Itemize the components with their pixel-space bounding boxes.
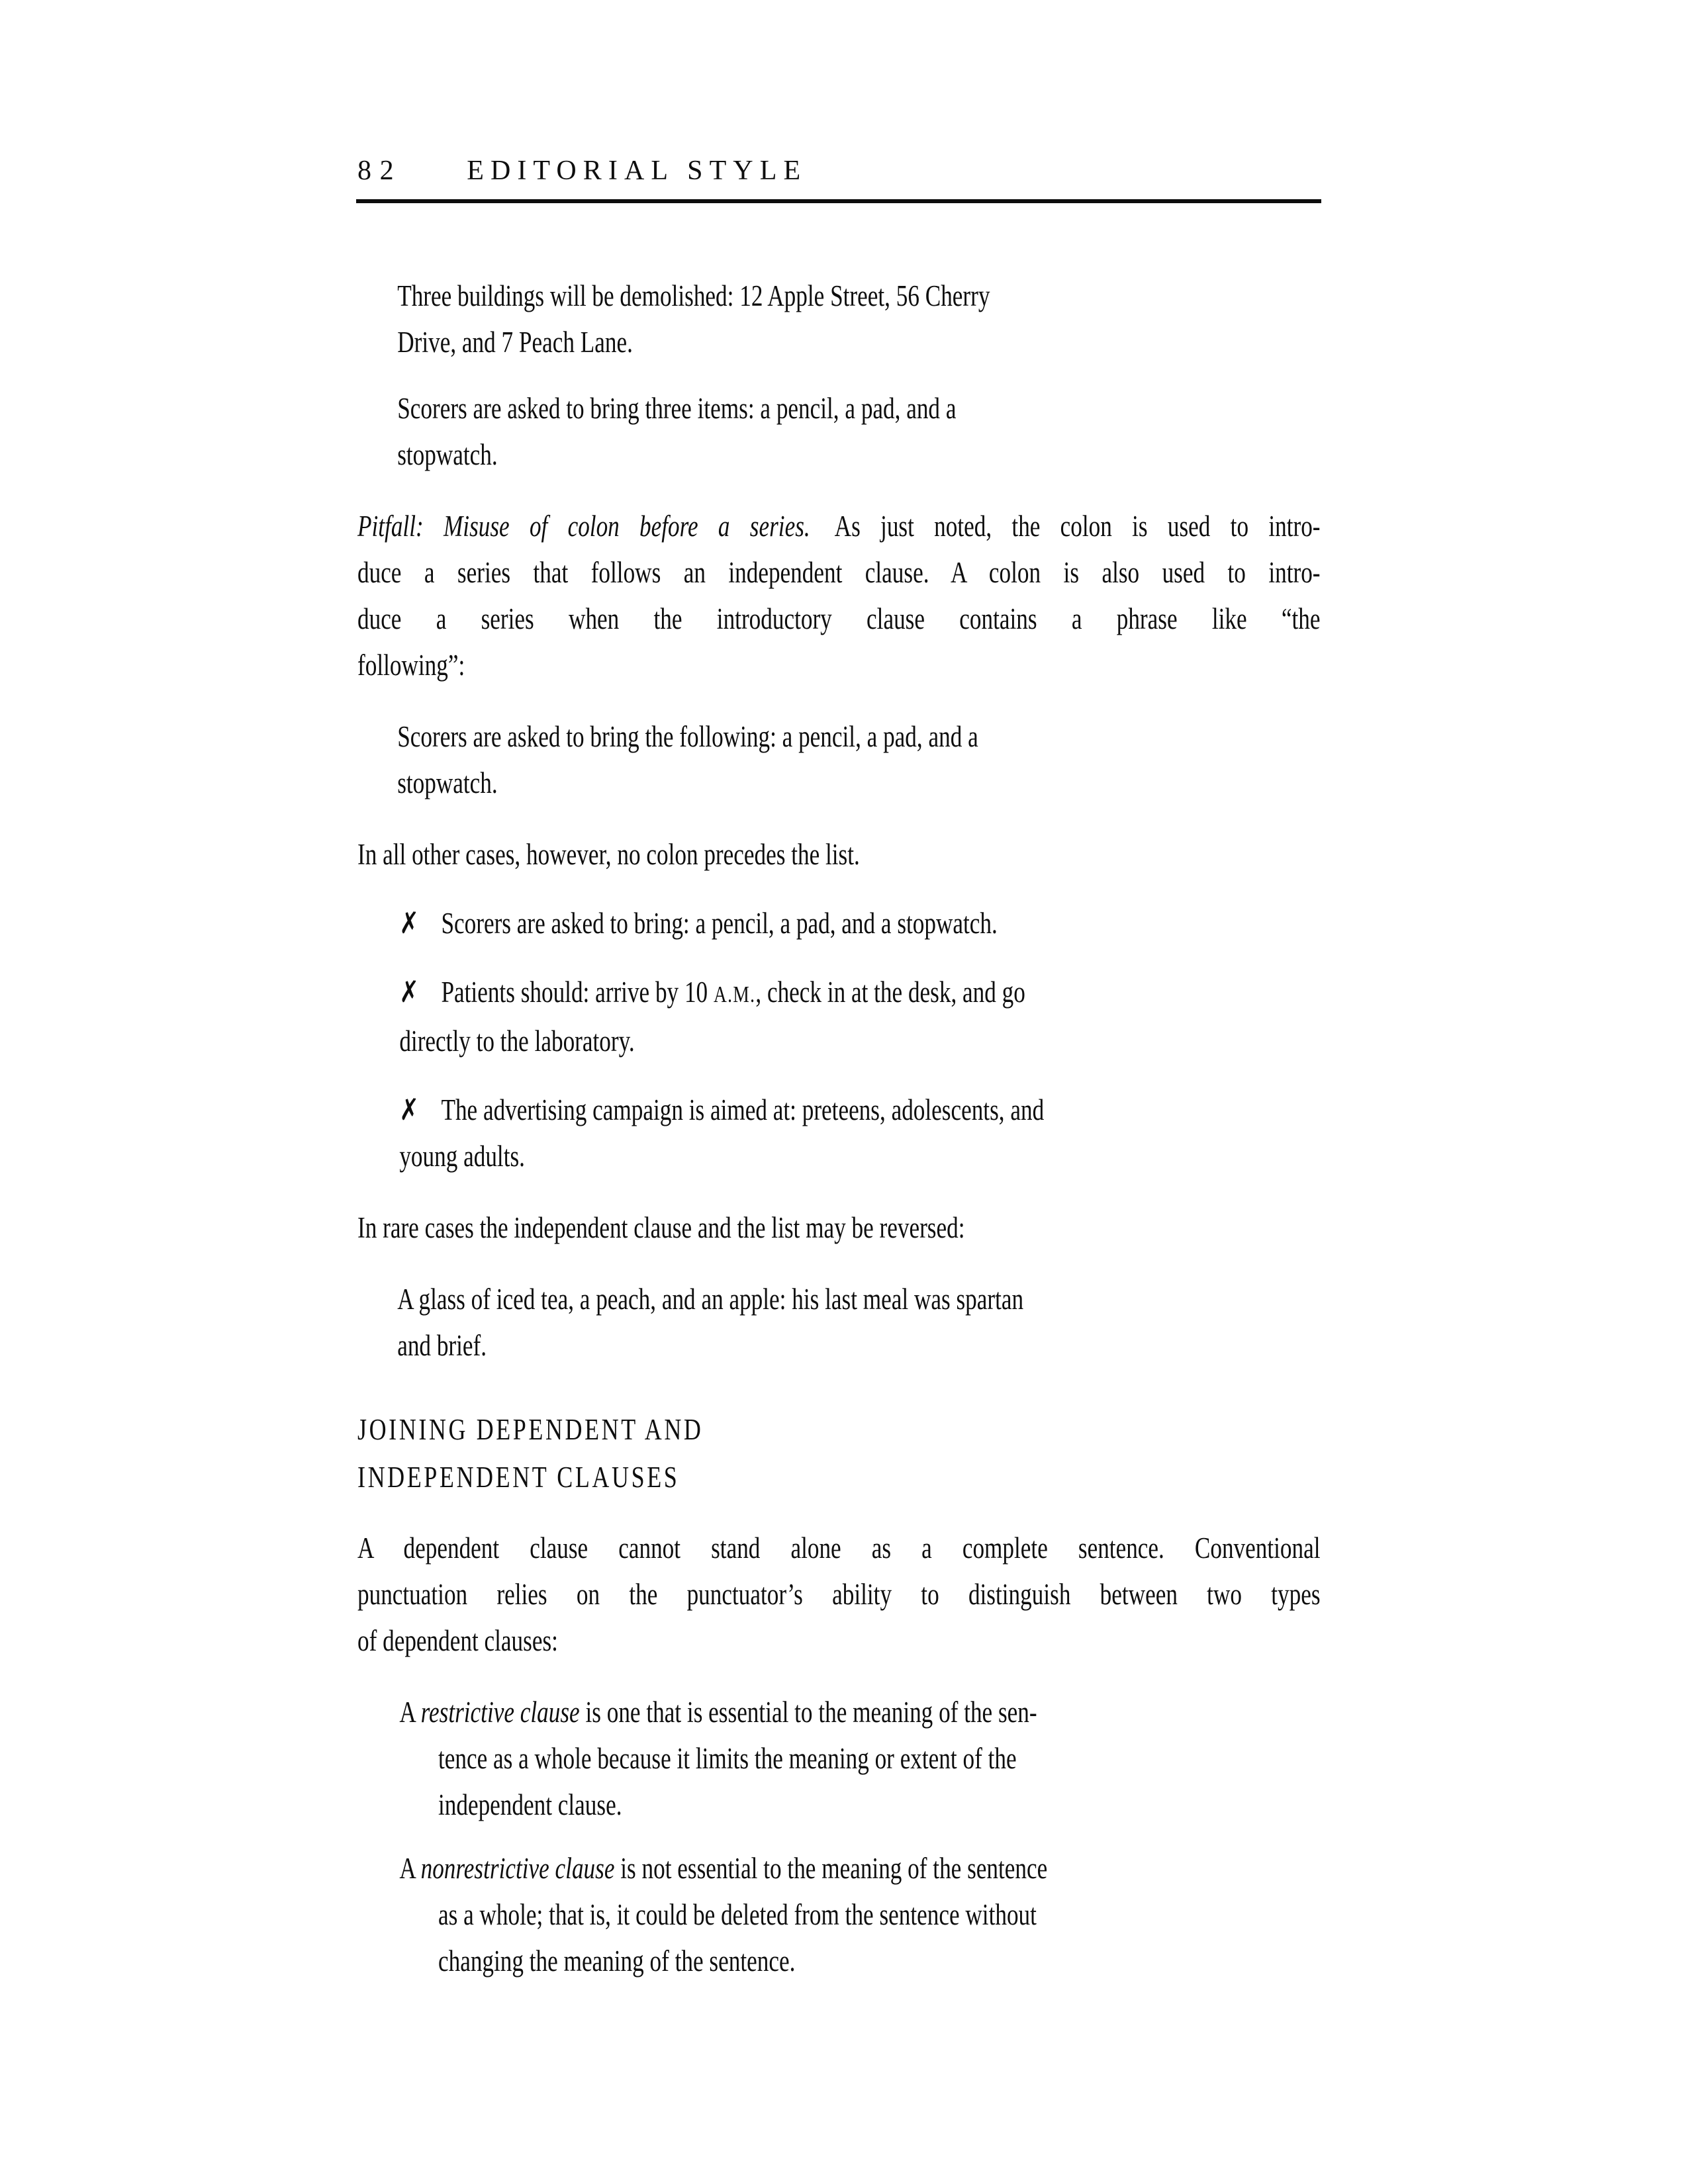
running-header — [357, 155, 1321, 187]
example-demolish — [397, 273, 1320, 365]
paragraph-no-colon — [357, 831, 1321, 878]
paragraph-line: following”: — [357, 649, 465, 682]
pitfall-run-in-head: Pitfall: Misuse of colon before a series. — [357, 510, 810, 543]
wrong-example-3 — [399, 1087, 1320, 1179]
wrong-example-1 — [399, 900, 1320, 946]
example-line: Drive, and 7 Peach Lane. — [397, 326, 633, 359]
paragraph-text: As just noted, the colon is used to intro- — [834, 510, 1321, 543]
example-line: stopwatch. — [397, 438, 498, 471]
ballot-x-icon: ✗ — [399, 976, 419, 1009]
section-heading — [357, 1406, 1321, 1501]
section-intro-paragraph — [357, 1525, 1321, 1664]
example-line: stopwatch. — [397, 766, 498, 799]
example-line: and brief. — [397, 1329, 487, 1362]
example-line: Scorers are asked to bring the following: a pencil, a pad, and a — [397, 720, 978, 753]
paragraph-line: duce a series that follows an independent clause. A colon is also used to intro- — [357, 556, 1321, 589]
wrong-example-line: young adults. — [399, 1140, 525, 1173]
example-three-items — [397, 385, 1320, 478]
section-heading-line: INDEPENDENT CLAUSES — [357, 1460, 680, 1494]
wrong-example-text: Patients should: arrive by 10 — [441, 976, 714, 1009]
wrong-example-line — [399, 900, 1320, 946]
wrong-example-2 — [399, 969, 1320, 1064]
term-nonrestrictive-clause: nonrestrictive clause — [420, 1852, 615, 1885]
term-restrictive-clause: restrictive clause — [420, 1696, 580, 1729]
example-iced-tea — [397, 1276, 1320, 1369]
ballot-x-icon: ✗ — [399, 1093, 419, 1126]
header-rule — [356, 199, 1321, 203]
definition-nonrestrictive — [399, 1845, 1320, 1984]
definition-line — [399, 1689, 1320, 1735]
paragraph-line: A dependent clause cannot stand alone as a complete sentence. Conventional — [357, 1531, 1321, 1565]
paragraph-line: punctuation relies on the punctuator’s ability to distinguish between two types — [357, 1578, 1321, 1611]
wrong-example-line — [399, 969, 1320, 1018]
page-content — [357, 273, 1321, 1984]
definition-line: changing the meaning of the sentence. — [438, 1944, 796, 1978]
example-line: A glass of iced tea, a peach, and an apple: his last meal was spartan — [397, 1283, 1024, 1316]
pitfall-paragraph — [357, 503, 1321, 688]
definition-line: tence as a whole because it limits the meaning or extent of the — [438, 1742, 1017, 1775]
wrong-example-text: , check in at the desk, and go — [755, 976, 1025, 1009]
paragraph-line: In all other cases, however, no colon precedes the list. — [357, 838, 860, 871]
paragraph-line: of dependent clauses: — [357, 1624, 558, 1657]
example-following — [397, 713, 1320, 806]
definition-line: independent clause. — [438, 1788, 622, 1821]
paragraph-reversed — [357, 1205, 1321, 1251]
wrong-example-line — [399, 1087, 1320, 1133]
definition-text: is one that is essential to the meaning of the sen- — [579, 1696, 1037, 1729]
example-line: Scorers are asked to bring three items: a pencil, a pad, and a — [397, 392, 957, 425]
small-caps-am: A.M. — [713, 981, 756, 1007]
wrong-example-text: Scorers are asked to bring: a pencil, a pad, and a stopwatch. — [441, 907, 998, 940]
definition-restrictive — [399, 1689, 1320, 1828]
page-number: 82 — [357, 156, 402, 186]
definition-line: as a whole; that is, it could be deleted from the sentence without — [438, 1898, 1037, 1931]
definition-text: A — [399, 1696, 421, 1729]
definition-line — [399, 1845, 1320, 1891]
paragraph-line: duce a series when the introductory clause contains a phrase like “the — [357, 602, 1321, 635]
definition-text: is not essential to the meaning of the sentence — [614, 1852, 1048, 1885]
definition-text: A — [399, 1852, 421, 1885]
paragraph-line — [357, 503, 1321, 549]
wrong-example-line: directly to the laboratory. — [399, 1024, 635, 1058]
ballot-x-icon: ✗ — [399, 907, 419, 940]
section-heading-line: JOINING DEPENDENT AND — [357, 1412, 704, 1446]
wrong-example-text: The advertising campaign is aimed at: preteens, adolescents, and — [441, 1093, 1045, 1126]
paragraph-line: In rare cases the independent clause and the list may be reversed: — [357, 1211, 965, 1244]
running-title: EDITORIAL STYLE — [467, 156, 808, 186]
example-line: Three buildings will be demolished: 12 Apple Street, 56 Cherry — [397, 279, 990, 312]
